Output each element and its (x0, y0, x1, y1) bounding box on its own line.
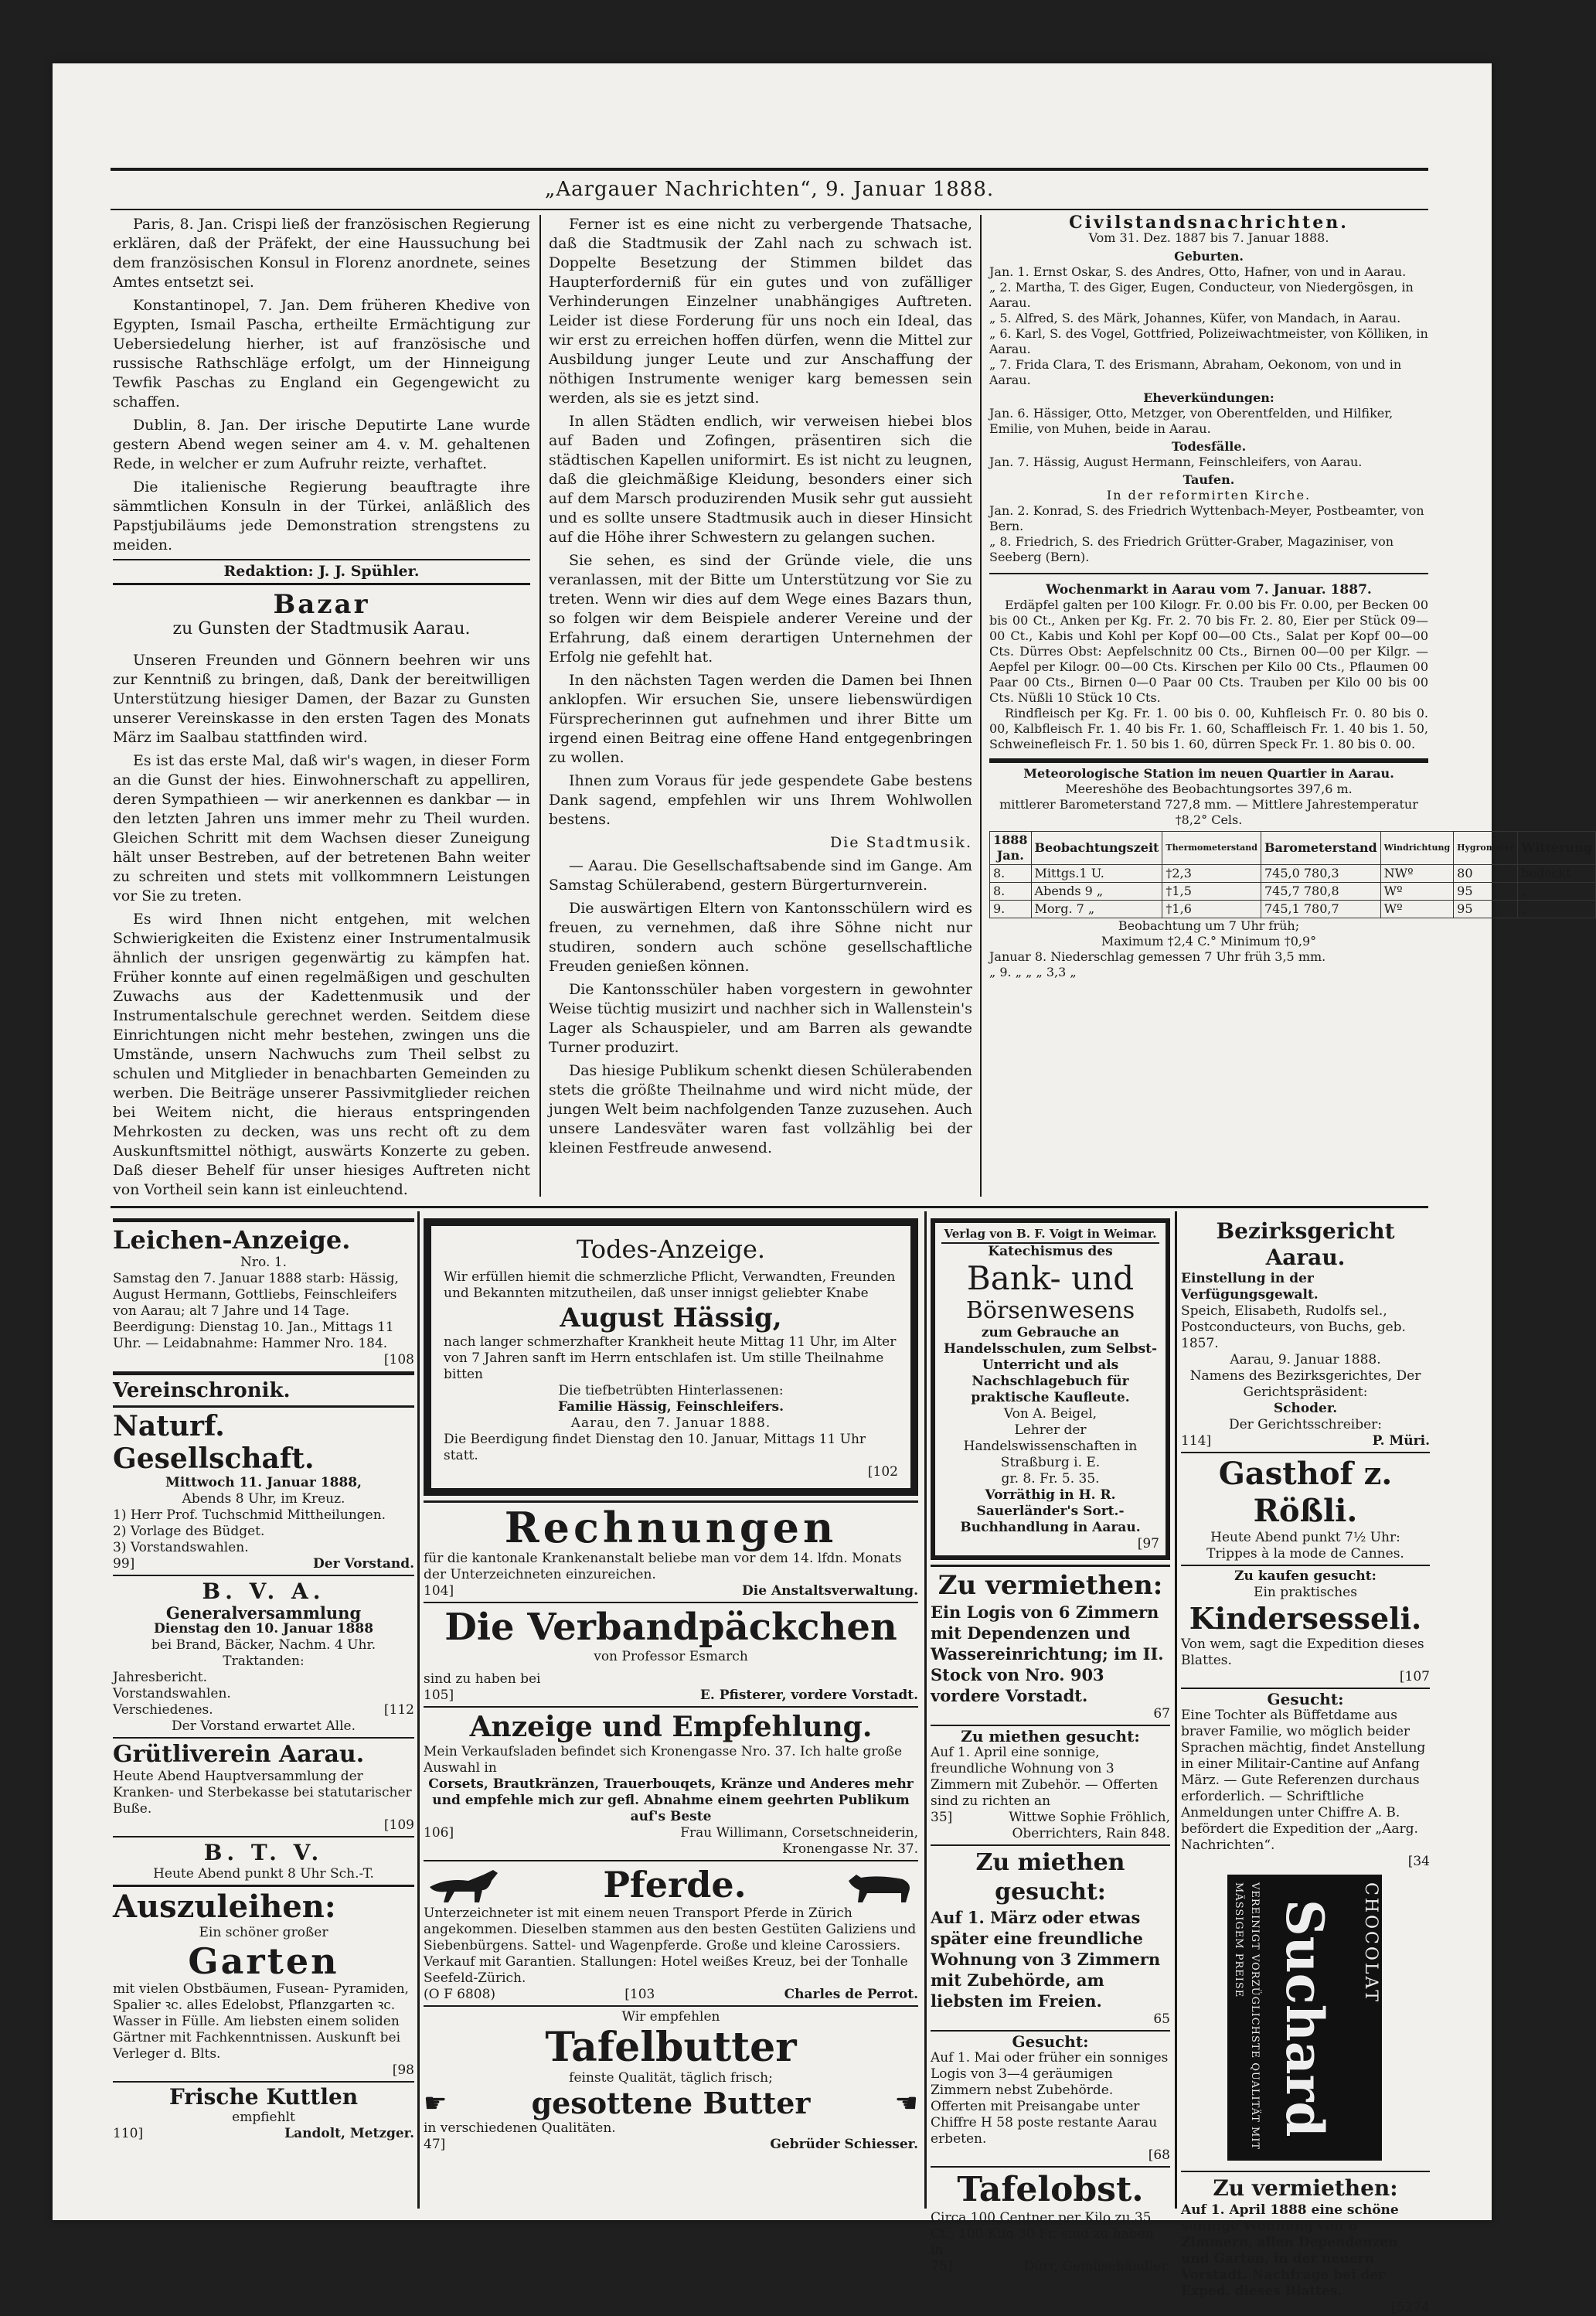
redaktion-line: Redaktion: J. J. Spühler. (113, 559, 530, 585)
death-title: Todesfälle. (1171, 439, 1247, 454)
tafelbutter-ad (424, 2005, 918, 2153)
news-paris: Paris, 8. Jan. Crispi ließ der französischen Regierung erklären, daß der Präfekt, der eine Haussuchung bei dem französischen Konsul in Florenz anordnete, seines Amtes entsetzt sei. (113, 216, 530, 291)
roessli-ad (1181, 1452, 1430, 1562)
katechismus-title: Bank- und (966, 1259, 1135, 1297)
roessli-text: Trippes à la mode de Cannes. (1206, 1546, 1404, 1562)
katechismus-title2: Börsenwesens (965, 1297, 1135, 1324)
met-cell: †2,3 (1162, 865, 1261, 883)
verband-title: Die Verbandpäckchen (444, 1606, 897, 1649)
column-1 (113, 215, 530, 1204)
ad-ref: [98 (392, 2062, 414, 2078)
bezirk-subtitle: Einstellung in der Verfügungsgewalt. (1181, 1271, 1319, 1303)
bezirk-ad (1181, 1218, 1430, 1449)
ads-top-rule (111, 1206, 1428, 1208)
rechnungen-title: Rechnungen (504, 1503, 838, 1552)
bezirk-text: Speich, Elisabeth, Rudolfs sel., Postconducteurs, von Buchs, geb. 1857. (1181, 1303, 1406, 1351)
birth-entry: „ 2. Martha, T. des Giger, Eugen, Conducteur, von Niedergösgen, in Aarau. (989, 280, 1414, 310)
bva-traktanden: Traktanden: (223, 1654, 305, 1669)
gruetli-title: Grütliverein Aarau. (113, 1741, 365, 1768)
tafelbutter-row (424, 2086, 918, 2120)
ad-ref: 75] (931, 2259, 953, 2274)
katechismus-price: gr. 8. Fr. 5. 35. (1001, 1471, 1100, 1487)
ad-ref: 47] (424, 2137, 446, 2152)
kindersessel-ad (1181, 1565, 1430, 1685)
tafelobst-text: Circa 100 Centner per Kilo zu 35 Ct., 100 Kilo 30 Fr. sind zu haben in (931, 2210, 1154, 2258)
garten-text: mit vielen Obstbäumen, Fusean- Pyramiden, Spalier ꝛc. alles Edelobst, Pflanzgarten ꝛc. Wasser in Fülle. Am liebsten einem soliden Gärtner mit Fachkenntnissen. Auskunft bei Verleger d. Blts. (113, 1981, 409, 2062)
gesucht-text: Eine Tochter als Büffetdame aus braver Familie, wo möglich beider Sprachen mächtig, findet Anstellung in einer Militair-Cantine auf Anfang März. — Gute Referenzen durchaus erforderlich. — Schriftliche Anmeldungen unter Chiffre A. B. befördert die Expedition der „Aarg. Nachrichten“. (1181, 1708, 1426, 1853)
met-footnote: Maximum †2,4 C.° Minimum †0,9° (1101, 934, 1317, 949)
bva-place: bei Brand, Bäcker, Nachm. 4 Uhr. (151, 1637, 376, 1653)
katechismus-author: Lehrer der Handelswissenschaften in Straßburg i. E. (963, 1422, 1138, 1470)
btv-text: Heute Abend punkt 8 Uhr Sch.-T. (153, 1866, 374, 1882)
vermiethen-title: Zu vermiethen: (938, 1570, 1163, 1601)
bva-date: Dienstag den 10. Januar 1888 (153, 1621, 374, 1637)
rechnungen-ad (424, 1500, 918, 1599)
miethen-gesucht-title: Zu miethen gesucht: (961, 1727, 1140, 1746)
kindersessel-intro: Zu kaufen gesucht: (1234, 1568, 1377, 1584)
anzeige-sign: Kronengasse Nr. 37. (782, 1841, 918, 1857)
met-cell: 95 (1454, 901, 1518, 918)
miethen-gesucht-text: Auf 1. März oder etwas später eine freundliche Wohnung von 3 Zimmern mit Zubehörde, am liebsten im Freien. (931, 1908, 1161, 2011)
bezirk-date: Aarau, 9. Januar 1888. (1230, 1352, 1381, 1367)
ad-ref: [108 (383, 1352, 414, 1367)
news-italien: Die italienische Regierung beauftragte ihre sämmtlichen Konsuln in der Türkei, anläßlich des Papstjubiläums jede Demonstration strengstens zu meiden. (113, 479, 530, 553)
katechismus-text: zum Gebrauche an Handelsschulen, zum Selbst-Unterricht und als Nachschlagebuch für praktische Kaufleute. (943, 1325, 1158, 1405)
horse-icon (841, 1864, 918, 1906)
birth-entry: „ 5. Alfred, S. des Märk, Johannes, Küfer, von Mandach, in Aarau. (989, 311, 1401, 325)
bva-sign: Der Vorstand erwartet Alle. (172, 1718, 356, 1734)
leichen-text: Samstag den 7. Januar 1888 starb: Hässig, August Hermann, Gottliebs, Feinschleifers von Aarau; alt 7 Jahre und 14 Tage. Beerdigung: Dienstag 10. Jan., Mittags 11 Uhr. — Leidabnahme: Hammer Nro. 184. (113, 1271, 399, 1351)
gesucht-title: Gesucht: (1267, 1690, 1344, 1708)
verband-seller: E. Pfisterer, vordere Vorstadt. (699, 1688, 918, 1703)
met-subtitle: mittlerer Barometerstand 727,8 mm. — Mittlere Jahrestemperatur †8,2° Cels. (999, 797, 1418, 827)
horse-icon (424, 1864, 509, 1906)
katechismus-stock: Vorräthig in H. R. Sauerländer's Sort.-Buchhandlung in Aarau. (960, 1487, 1141, 1535)
roessli-title: Gasthof z. Rößli. (1218, 1456, 1393, 1529)
met-row (990, 883, 1596, 901)
roessli-text: Heute Abend punkt 7½ Uhr: (1210, 1530, 1400, 1545)
met-header: Witterung (1518, 832, 1596, 865)
ad-ref: [5274 (1391, 2300, 1430, 2315)
verband-footer (424, 1688, 918, 1704)
met-header: Hygrometer (1454, 832, 1518, 865)
tafelobst-title: Tafelobst. (957, 2170, 1144, 2209)
header-top-rule (111, 168, 1428, 171)
miethen-gesucht-footer (931, 1810, 1170, 1842)
tafelobst-sign: Dürr, Gemüsehändler. (1023, 2259, 1170, 2274)
naturf-item: 2) Vorlage des Büdget. (113, 1524, 265, 1539)
suchard-slogan (1232, 1882, 1263, 2153)
page-header-title: „Aargauer Nachrichten“, 9. Januar 1888. (544, 178, 995, 201)
todes-burial: Die Beerdigung findet Dienstag den 10. Januar, Mittags 11 Uhr statt. (444, 1432, 866, 1463)
birth-entry: „ 6. Karl, S. des Vogel, Gottfried, Polizeiwachtmeister, von Kölliken, in Aarau. (989, 326, 1428, 356)
baptism-entry: „ 8. Friedrich, S. des Friedrich Grütter-Graber, Magaziniser, von Seeberg (Bern). (989, 534, 1394, 564)
tafelbutter-subtitle: feinste Qualität, täglich frisch; (569, 2070, 773, 2086)
pferde-sign: Charles de Perrot. (784, 1987, 918, 2002)
met-cell: 80 (1454, 865, 1518, 883)
marriage-title: Eheverkündungen: (1143, 390, 1274, 405)
katechismus-subtitle: Katechismus des (988, 1244, 1113, 1259)
vermiethen-ad (931, 1565, 1170, 1722)
births-title: Geburten. (1174, 249, 1244, 264)
garten-subtitle: Ein schöner großer (199, 1925, 328, 1940)
bva-item: Verschiedenes. (113, 1702, 213, 1718)
suchard-brand: Suchard (1274, 1899, 1335, 2137)
met-cell: „ (1518, 883, 1596, 901)
ads-column-4 (1181, 1218, 1430, 2316)
newspaper-page (53, 63, 1592, 2315)
bezirk-text: Namens des Bezirksgerichtes, Der Gerichtspräsident: (1189, 1368, 1421, 1400)
birth-entry: Jan. 1. Ernst Oskar, S. des Andres, Otto, Hafner, von und in Aarau. (989, 264, 1407, 279)
ad-ref: 106] (424, 1825, 454, 1841)
civilstand-period: Vom 31. Dez. 1887 bis 7. Januar 1888. (1088, 230, 1329, 245)
bezirk-president: Schoder. (1273, 1401, 1338, 1416)
bazar-paragraph: Es wird Ihnen nicht entgehen, mit welchen Schwierigkeiten die Existenz einer Instrumentalmusik ähnlich der unsrigen gegenwärtig zu kämpfen hat. Früher konnte auf einen regelmäßigen und geschulten Zuwachs aus der Kadettenmusik und der Instrumentalschule gerechnet werden. Seitdem diese Einrichtungen nicht mehr bestehen, zwingen uns die Umstände, unsern Nachwuchs zum Theil selbst zu schulen und Mitglieder in benachbarten Gemeinden zu werben. Die Beiträge unserer Passivmitglieder reichen bei Weitem nicht, die hieraus entspringenden Mehrkosten zu decken, was uns recht oft zu dem Auskunftsmittel nöthigt, auswärts Konzerte zu geben. Daß dieser Behelf für unser hiesiges Auftreten nicht von Vortheil sein kann ist einleuchtend. (113, 911, 530, 1198)
suchard-slogan-line: VEREINIGT VORZÜGLICHSTE (1249, 1882, 1261, 2059)
met-cell: „ (1518, 901, 1596, 918)
gesucht-text: Auf 1. Mai oder früher ein sonniges Logis von 3—4 geräumigen Zimmern nebst Zubehörde. Offerten mit Preisangabe unter Chiffre H 58 poste restante Aarau erbeten. (931, 2050, 1169, 2147)
suchard-ad (1181, 1875, 1430, 2168)
met-footnote: „ 9. „ „ „ 3,3 „ (989, 965, 1077, 979)
vermiethen-title: Zu vermiethen: (1213, 2175, 1398, 2201)
met-cell: 745,7 780,8 (1261, 883, 1380, 901)
kuttlen-ad (113, 2081, 414, 2142)
tafelobst-footer (931, 2259, 1170, 2275)
ad-ref: 35] (931, 1810, 953, 1825)
column-3 (989, 213, 1592, 980)
naturf-date: Mittwoch 11. Januar 1888, (165, 1475, 362, 1490)
garten-ad (113, 1885, 414, 2079)
tafelbutter-title: Tafelbutter (545, 2024, 797, 2071)
article-signature: Die Stadtmusik. (829, 834, 972, 851)
vereinschronik-section (113, 1371, 414, 1403)
local-news: — Aarau. Die Gesellschaftsabende sind im Gange. Am Samstag Schülerabend, gestern Bürgerturnverein. (549, 857, 972, 894)
met-header: Windrichtung (1380, 832, 1453, 865)
gesucht-ad (1181, 1688, 1430, 1870)
todes-title: Todes-Anzeige. (576, 1235, 766, 1264)
ad-ref: 110] (113, 2126, 144, 2141)
baptism-entry: Jan. 2. Konrad, S. des Friedrich Wyttenbach-Meyer, Postbeamter, von Bern. (989, 503, 1424, 533)
anzeige-title: Anzeige und Empfehlung. (469, 1711, 873, 1743)
birth-entry: „ 7. Frida Clara, T. des Erismann, Abraham, Oekonom, von und in Aarau. (989, 357, 1402, 387)
ad-ref: [107 (1399, 1669, 1430, 1684)
anzeige-ad (424, 1706, 918, 1858)
article-paragraph: Sie sehen, es sind der Gründe viele, die uns veranlassen, mit der Bitte um Unterstützung vor Sie zu treten. Wenn wir dies auf dem Wege eines Bazars thun, so folgen wir dem Beispiele anderer Vereine und der Erfahrung, daß einem derartigen Unternehmen der Erfolg nie gefehlt hat. (549, 552, 972, 666)
ad-ref: [112 (383, 1702, 414, 1718)
katechismus-ad (931, 1218, 1170, 1560)
leichen-title: Leichen-Anzeige. (113, 1225, 351, 1255)
suchard-slogan-line: QUALITÄT MIT MÄSSIGEM PREISE (1233, 1882, 1261, 2151)
rechnungen-sign: Die Anstaltsverwaltung. (742, 1583, 918, 1599)
kuttlen-title: Frische Kuttlen (168, 2084, 359, 2110)
section-divider (989, 573, 1428, 574)
naturf-time: Abends 8 Uhr, im Kreuz. (182, 1491, 345, 1507)
leichen-number: Nro. 1. (240, 1255, 287, 1270)
kuttlen-subtitle: empfiehlt (232, 2110, 295, 2125)
met-header: 1888 Jan. (990, 832, 1032, 865)
naturf-item: 3) Vorstandswahlen. (113, 1540, 249, 1555)
baptism-subtitle: In der reformirten Kirche. (1106, 488, 1312, 502)
tafelbutter-sign: Gebrüder Schiesser. (770, 2137, 918, 2152)
btv-ad (113, 1836, 414, 1882)
section-divider (989, 758, 1428, 763)
ads-column-3 (931, 1218, 1170, 2275)
katechismus-author: Von A. Beigel, (1003, 1406, 1097, 1422)
garten-title: Auszuleihen: (113, 1889, 336, 1925)
naturf-title: Naturf. Gesellschaft. (113, 1410, 315, 1475)
civilstand-title: Civilstandsnachrichten. (1069, 213, 1349, 233)
miethen-gesucht-ad (931, 1725, 1170, 1842)
ad-ref: [102 (867, 1464, 898, 1480)
met-header: Thermometerstand (1162, 832, 1261, 865)
kindersessel-title: Kindersesseli. (1189, 1601, 1422, 1636)
ad-ref: 104] (424, 1583, 454, 1599)
ad-ref: [109 (383, 1817, 414, 1833)
anzeige-items: Corsets, Brautkränzen, Trauerbouqets, Kränze und Anderes mehr und empfehle mich zur gefl. Abnahme einem geehrten Publikum auf's Beste (428, 1776, 914, 1824)
gruetli-text: Heute Abend Hauptversammlung der Kranken- und Sterbekasse bei statutarischer Buße. (113, 1769, 412, 1817)
news-dublin: Dublin, 8. Jan. Der irische Deputirte Lane wurde gestern Abend wegen seiner am 4. v. M. gehaltenen Rede, in welcher er zum Aufruhr reizte, verhaftet. (113, 417, 530, 472)
pferde-title: Pferde. (603, 1864, 747, 1906)
article-paragraph: In allen Städten endlich, wir verweisen hiebei blos auf Baden und Zofingen, präsentiren sich die städtischen Kapellen uniformirt. Es ist nicht zu leugnen, daß die gleichmäßige Kleidung, besonders einer sich auf dem Marsch produzirenden Musik sehr gut aussieht und es sollte unsere Stadtmusik auch in dieser Hinsicht auf die Höhe ihrer Schwestern zu gelangen suchen. (549, 413, 972, 546)
met-title: Meteorologische Station im neuen Quartier in Aarau. (1023, 766, 1394, 781)
kindersessel-subtitle: Ein praktisches (1254, 1585, 1357, 1600)
met-header: Barometerstand (1261, 832, 1380, 865)
todes-text: nach langer schmerzhafter Krankheit heute Mittag 11 Uhr, im Alter von 7 Jahren sanft im Herrn entschlafen ist. Um stille Theilnahme bitten (444, 1334, 897, 1382)
met-cell: NWº (1380, 865, 1453, 883)
bazar-paragraph: Unseren Freunden und Gönnern beehren wir uns zur Kenntniß zu bringen, daß, Dank der bereitwilligen Unterstützung hiesiger Damen, der Bazar zu Gunsten unserer Vereinskasse in den ersten Tagen des Monats März im Saalbau stattfinden wird. (113, 652, 530, 746)
gesucht-ad (931, 2030, 1170, 2164)
met-row (990, 901, 1596, 918)
death-entry: Jan. 7. Hässig, August Hermann, Feinschleifers, von Aarau. (989, 455, 1363, 469)
bezirk-footer (1181, 1433, 1430, 1449)
met-cell: bedeckt (1518, 865, 1596, 883)
met-cell: Wº (1380, 883, 1453, 901)
ad-ref: 114] (1181, 1433, 1212, 1449)
news-konstantinopel: Konstantinopel, 7. Jan. Dem früheren Khedive von Egypten, Ismail Pascha, ertheilte Ermächtigung zur Uebersiedelung hierher, ist auf französische und russische Rathschläge erfolgt, um der Hinneigung Tewfik Paschas zu England ein Gegengewicht zu schaffen. (113, 297, 530, 410)
ad-ref: [103 (624, 1987, 655, 2002)
miethen-gesucht-title: Zu miethen gesucht: (975, 1849, 1125, 1906)
naturf-item: 1) Herr Prof. Tuchschmid Mittheilungen. (113, 1507, 386, 1523)
todes-family: Familie Hässig, Feinschleifers. (557, 1399, 784, 1415)
bva-title: B. V. A. (202, 1579, 325, 1604)
rechnungen-text: für die kantonale Krankenanstalt beliebe man vor dem 14. lfdn. Monats der Unterzeichneten einzureichen. (424, 1551, 902, 1582)
pferde-footer (424, 1987, 918, 2003)
bezirk-clerk: P. Müri. (1372, 1433, 1430, 1449)
todes-anzeige (424, 1218, 918, 1496)
pointing-hand-right-icon: ☛ (424, 2087, 447, 2119)
naturf-sign: Der Vorstand. (313, 1556, 414, 1572)
baptism-title: Taufen. (1183, 472, 1235, 487)
pferde-ad (424, 1860, 918, 2003)
ad-ref: [68 (1148, 2147, 1170, 2163)
kuttlen-footer (113, 2126, 414, 2142)
bva-item-row (113, 1702, 414, 1718)
suchard-chocolat: CHOCOLAT (1361, 1882, 1380, 2004)
met-cell: 745,0 780,3 (1261, 865, 1380, 883)
miethen-gesucht-text: Auf 1. April eine sonnige, freundliche Wohnung von 3 Zimmern mit Zubehör. — Offerten sind zu richten an (931, 1745, 1159, 1809)
anzeige-footer (424, 1825, 918, 1841)
ad-ref: 65 (1153, 2011, 1170, 2027)
local-news: Das hiesige Publikum schenkt diesen Schülerabenden stets die größte Theilnahme und wird nicht müde, der jungen Welt beim nachfolgenden Tanze zuzusehen. Auch unsere Landesväter waren fast vollzählig bei der kleinen Festfreude anwesend. (549, 1062, 972, 1156)
pferde-header (424, 1864, 918, 1906)
met-cell: 9. (990, 901, 1032, 918)
met-row (990, 865, 1596, 883)
rechnungen-footer (424, 1583, 918, 1599)
met-cell: Wº (1380, 901, 1453, 918)
vermiethen-ad (1181, 2171, 1430, 2316)
vermiethen-text: Auf 1. April 1888 eine schöne sonnige Wohnung von 6 Zimmern, allen Dependenzen und Garten, in der neuern Vorstadt. Nachfrage bei der Exped. dieses Blattes. (1181, 2202, 1399, 2299)
article-paragraph: Ferner ist es eine nicht zu verbergende Thatsache, daß die Stadtmusik der Zahl nach zu schwach ist. Doppelte Besetzung der Stimmen bildet das Haupterforderniß für ein gutes und von zufälliger Verhinderungen Einzelner unabhängiges Auftreten. Leider ist diese Forderung für uns noch ein Ideal, das wir erst zu erreichen hoffen dürfen, wenn die Mittel zur Ausbildung junger Leute und zur Anschaffung der nöthigen Instrumente weniger karg bemessen sein werden, als sie es jetzt sind. (549, 216, 972, 407)
ads-divider (1175, 1211, 1177, 2209)
verband-subtitle: von Professor Esmarch (594, 1649, 748, 1664)
todes-place: Aarau, den 7. Januar 1888. (570, 1415, 771, 1431)
vermiethen-text: Ein Logis von 6 Zimmern mit Dependenzen und Wassereinrichtung; im II. Stock von Nro. 903 vordere Vorstadt. (931, 1602, 1164, 1705)
bezirk-title: Bezirksgericht Aarau. (1216, 1218, 1395, 1270)
bva-item: Jahresbericht. (113, 1670, 208, 1685)
met-cell: 95 (1454, 883, 1518, 901)
miethen-gesucht-sign: Wittwe Sophie Fröhlich, Oberrichters, Rain 848. (1009, 1810, 1170, 1841)
anzeige-sign: Frau Willimann, Corsetschneiderin, (680, 1825, 918, 1841)
bazar-title: Bazar (273, 589, 370, 620)
bva-subtitle: Generalversammlung (165, 1603, 362, 1623)
verband-ad (424, 1602, 918, 1704)
ad-ref: 105] (424, 1688, 454, 1703)
tafelbutter-intro: Wir empfehlen (621, 2009, 720, 2025)
ads-column-2 (424, 1218, 918, 2153)
pferde-text: Unterzeichneter ist mit einem neuen Transport Pferde in Zürich angekommen. Dieselben stammen aus den besten Gestüten Galiziens und Siebenbürgens. Sattel- und Wagenpferde. Große und kleine Carossiers. Verkauf mit Garantien. Stallungen: Hotel weißes Kreuz, bei der Tonhalle Seefeld-Zürich. (424, 1906, 917, 1986)
leichen-ad (113, 1218, 414, 1368)
article-paragraph: Ihnen zum Voraus für jede gespendete Gabe bestens Dank sagend, empfehlen wir uns Ihrem Wohlwollen bestens. (549, 772, 972, 828)
bezirk-clerk-title: Der Gerichtsschreiber: (1228, 1417, 1383, 1432)
column-divider (539, 215, 541, 1197)
local-news: Die auswärtigen Eltern von Kantonsschülern wird es freuen, zu vernehmen, daß ihre Söhne nicht nur studiren, sondern auch schöne gesellschaftliche Freuden genießen können. (549, 900, 972, 975)
tafelbutter-title2: gesottene Butter (531, 2086, 811, 2120)
met-cell: 8. (990, 883, 1032, 901)
gesucht-title: Gesucht: (1012, 2032, 1089, 2051)
gruetli-ad (113, 1737, 414, 1834)
met-table (989, 831, 1596, 918)
todes-text: Wir erfüllen hiemit die schmerzliche Pflicht, Verwandten, Freunden und Bekannten mitzutheilen, daß unser innigst geliebter Knabe (444, 1269, 896, 1301)
katechismus-publisher: Verlag von B. F. Voigt in Weimar. (941, 1226, 1159, 1244)
marriage-entry: Jan. 6. Hässiger, Otto, Metzger, von Oberentfelden, und Hilfiker, Emilie, von Muhen, beide in Aarau. (989, 406, 1394, 436)
todes-name: August Hässig, (560, 1303, 782, 1333)
pointing-hand-left-icon: ☚ (894, 2087, 918, 2119)
market-title: Wochenmarkt in Aarau vom 7. Januar. 1887. (1046, 582, 1372, 598)
met-header: Beobachtungszeit (1031, 832, 1162, 865)
met-cell: Morg. 7 „ (1031, 901, 1162, 918)
column-2 (549, 215, 972, 1162)
ads-divider (924, 1211, 927, 2209)
met-cell: †1,6 (1162, 901, 1261, 918)
met-cell: 745,1 780,7 (1261, 901, 1380, 918)
bva-item: Vorstandswahlen. (113, 1686, 231, 1701)
met-footnote: Januar 8. Niederschlag gemessen 7 Uhr früh 3,5 mm. (989, 949, 1326, 964)
met-cell: Abends 9 „ (1031, 883, 1162, 901)
kuttlen-name: Landolt, Metzger. (284, 2126, 414, 2141)
header-bottom-rule (111, 209, 1428, 210)
tafelbutter-text: in verschiedenen Qualitäten. (424, 2120, 616, 2136)
bva-ad (113, 1575, 414, 1735)
ad-ref: [97 (1137, 1536, 1159, 1551)
met-cell: 8. (990, 865, 1032, 883)
meat-text: Rindfleisch per Kg. Fr. 1. 00 bis 0. 00, Kuhfleisch Fr. 0. 80 bis 0. 00, Kalbfleisch Fr. 1. 40 bis Fr. 1. 60, Schaffleisch Fr. 1. 40 bis 1. 50, Schweinefleisch Fr. 1. 50 bis 1. 60, dürren Speck Fr. 1. 80 bis 0. 00. (989, 706, 1428, 751)
ad-ref: 99] (113, 1556, 135, 1572)
met-cell: Mittgs.1 U. (1031, 865, 1162, 883)
naturf-ad (113, 1405, 414, 1572)
anzeige-text: Mein Verkaufsladen befindet sich Kronengasse Nro. 37. Ich halte große Auswahl in (424, 1744, 903, 1776)
miethen-gesucht-ad (931, 1844, 1170, 2028)
article-paragraph: In den nächsten Tagen werden die Damen bei Ihnen anklopfen. Wir ersuchen Sie, unsere liebenswürdigen Fürsprecherinnen gut aufnehmen und ihrer Bitte um irgend einen Beitrag eine offene Hand entgegenbringen zu wollen. (549, 672, 972, 766)
met-subtitle: Meereshöhe des Beobachtungsortes 397,6 m. (1065, 782, 1353, 796)
local-news: Die Kantonsschüler haben vorgestern in gewohnter Weise tüchtig musizirt und nachher sich in Wallenstein's Lager als Schauspieler, und am Barren als gewandte Turner produzirt. (549, 981, 972, 1056)
tafelbutter-footer (424, 2137, 918, 2153)
ads-column-1 (113, 1218, 414, 2142)
tafelobst-ad (931, 2166, 1170, 2275)
ads-divider (417, 1211, 420, 2209)
bazar-paragraph: Es ist das erste Mal, daß wir's wagen, in dieser Form an die Gunst der hies. Einwohnerschaft zu appelliren, deren Sympathieen — wir anerkennen es dankbar — in den letzten Jahren uns immer mehr zu Theil wurden. Gleichen Schritt mit dem Wachsen dieser Zuneigung hält unser Bestreben, auf der betretenen Bahn weiter zu schreiten und stets mit vollkommnern Leistungen vor Sie zu treten. (113, 752, 530, 904)
kindersessel-text: Von wem, sagt die Expedition dieses Blattes. (1181, 1637, 1424, 1668)
btv-title: B. T. V. (203, 1840, 324, 1865)
naturf-footer (113, 1556, 414, 1572)
met-footnote: Beobachtung um 7 Uhr früh; (1118, 918, 1300, 933)
ad-ref: [34 (1407, 1854, 1430, 1869)
met-cell: †1,5 (1162, 883, 1261, 901)
garten-big: Garten (188, 1940, 339, 1982)
bazar-subtitle: zu Gunsten der Stadtmusik Aarau. (172, 619, 471, 639)
suchard-panel (1227, 1875, 1382, 2161)
pferde-code: (O F 6808) (424, 1987, 496, 2002)
column-divider (980, 215, 982, 1197)
vereinschronik-title: Vereinschronik. (113, 1379, 291, 1402)
todes-mourners: Die tiefbetrübten Hinterlassenen: (558, 1383, 784, 1398)
market-text: Erdäpfel galten per 100 Kilogr. Fr. 0.00 bis Fr. 0.00, per Becken 00 bis 00 Ct., Anken per Kg. Fr. 2. 70 bis Fr. 2. 80, Eier per Stück 09—00 Ct., Kabis und Kohl per Kopf 00—00 Cts., Salat per Kopf 00—00 Cts. Dürres Obst: Aepfelschnitz 00 Cts., Birnen 00—00 per Kilgr. — Aepfel per Kilogr. 00—00 Cts. Kirschen per Kilo 00 Cts., Pflaumen 00 Paar 00 Cts., Birnen 0—0 Paar 00 Cts. Trauben per Kilo 00 bis 00 Cts. Nüßli 10 Stück 10 Cts. (989, 598, 1428, 705)
ad-ref: 67 (1153, 1706, 1170, 1722)
verband-text: sind zu haben bei (424, 1671, 541, 1687)
